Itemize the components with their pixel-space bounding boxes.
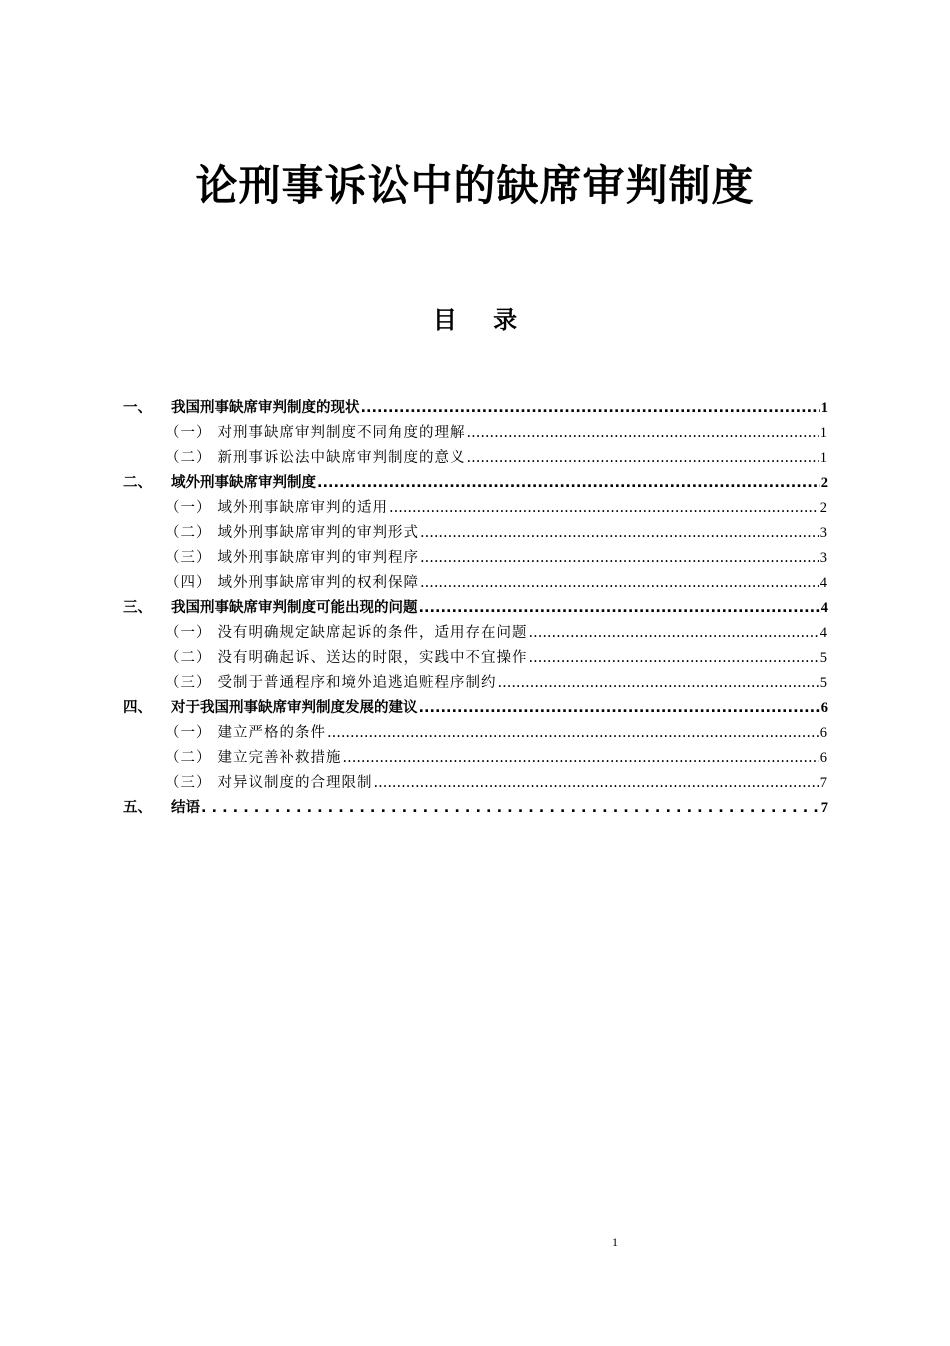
- toc-entry-number: 三、: [123, 600, 152, 616]
- toc-entry-chapter[interactable]: [123, 596, 828, 621]
- toc-heading: 目 录: [432, 306, 532, 334]
- toc-dot-leader: [419, 596, 820, 621]
- table-of-contents: [123, 396, 828, 821]
- toc-entry-section[interactable]: [123, 521, 828, 546]
- toc-entry-label: 建立完善补救措施: [217, 750, 342, 766]
- toc-entry-section[interactable]: [123, 571, 828, 596]
- toc-entry-section[interactable]: [123, 421, 828, 446]
- toc-entry-section[interactable]: [123, 671, 828, 696]
- toc-entry-chapter[interactable]: [123, 471, 828, 496]
- toc-dot-leader: [420, 546, 819, 571]
- toc-entry-page-number: 2: [819, 500, 828, 516]
- toc-entry-label: 域外刑事缺席审判的审判程序: [217, 550, 419, 566]
- toc-entry-number: 四、: [123, 700, 152, 716]
- toc-entry-label: 对刑事缺席审判制度不同角度的理解: [217, 425, 466, 441]
- toc-entry-page-number: 3: [819, 525, 828, 541]
- toc-entry-page-number: 4: [819, 575, 828, 591]
- toc-entry-label: 域外刑事缺席审判的审判形式: [217, 525, 419, 541]
- toc-entry-number: （二）: [165, 650, 212, 666]
- toc-entry-page-number: 1: [820, 400, 828, 416]
- toc-entry-number: （一）: [165, 500, 212, 516]
- toc-entry-number: （二）: [165, 750, 212, 766]
- toc-entry-label: 对于我国刑事缺席审判制度发展的建议: [171, 700, 418, 716]
- toc-entry-section[interactable]: [123, 771, 828, 796]
- toc-entry-label: 对异议制度的合理限制: [217, 775, 373, 791]
- toc-entry-section[interactable]: [123, 721, 828, 746]
- toc-entry-label: 没有明确规定缺席起诉的条件，适用存在问题: [217, 625, 528, 641]
- toc-entry-label: 我国刑事缺席审判制度的现状: [171, 400, 360, 416]
- toc-dot-leader: [419, 696, 820, 721]
- toc-dot-leader: [361, 396, 820, 421]
- toc-entry-number: （一）: [165, 625, 212, 641]
- toc-entry-page-number: 2: [820, 475, 828, 491]
- toc-entry-label: 新刑事诉讼法中缺席审判制度的意义: [217, 450, 466, 466]
- toc-entry-number: （一）: [165, 725, 212, 741]
- toc-dot-leader: [317, 471, 820, 496]
- toc-entry-label: 受制于普通程序和境外追逃追赃程序制约: [217, 675, 497, 691]
- toc-entry-page-number: 1: [819, 450, 828, 466]
- toc-entry-number: （一）: [165, 425, 212, 441]
- toc-entry-page-number: 4: [820, 600, 828, 616]
- toc-dot-leader: [201, 796, 820, 821]
- toc-dot-leader: [374, 771, 819, 796]
- toc-entry-number: （三）: [165, 775, 212, 791]
- document-title: 论刑事诉讼中的缺席审判制度: [195, 161, 755, 210]
- footer-page-number: 1: [612, 1235, 618, 1249]
- toc-entry-page-number: 6: [819, 750, 828, 766]
- toc-entry-page-number: 5: [819, 675, 828, 691]
- toc-dot-leader: [467, 421, 819, 446]
- toc-entry-number: （二）: [165, 450, 212, 466]
- toc-entry-label: 没有明确起诉、送达的时限，实践中不宜操作: [217, 650, 528, 666]
- toc-entry-number: 一、: [123, 400, 152, 416]
- toc-entry-section[interactable]: [123, 646, 828, 671]
- toc-entry-chapter[interactable]: [123, 796, 828, 821]
- toc-dot-leader: [389, 496, 819, 521]
- toc-dot-leader: [420, 571, 819, 596]
- toc-entry-page-number: 4: [819, 625, 828, 641]
- toc-entry-number: 二、: [123, 475, 152, 491]
- toc-entry-page-number: 7: [820, 800, 828, 816]
- toc-entry-page-number: 6: [819, 725, 828, 741]
- toc-entry-chapter[interactable]: [123, 696, 828, 721]
- toc-entry-page-number: 5: [819, 650, 828, 666]
- toc-entry-number: （三）: [165, 675, 212, 691]
- toc-entry-page-number: 7: [819, 775, 828, 791]
- toc-dot-leader: [343, 746, 819, 771]
- toc-entry-number: 五、: [123, 800, 152, 816]
- toc-entry-section[interactable]: [123, 446, 828, 471]
- toc-entry-label: 结语: [171, 800, 200, 816]
- toc-entry-label: 我国刑事缺席审判制度可能出现的问题: [171, 600, 418, 616]
- toc-entry-label: 域外刑事缺席审判的适用: [217, 500, 388, 516]
- toc-entry-number: （四）: [165, 575, 212, 591]
- toc-entry-number: （二）: [165, 525, 212, 541]
- toc-entry-chapter[interactable]: [123, 396, 828, 421]
- toc-dot-leader: [529, 646, 819, 671]
- toc-dot-leader: [327, 721, 819, 746]
- toc-entry-page-number: 1: [819, 425, 828, 441]
- toc-entry-label: 域外刑事缺席审判制度: [171, 475, 316, 491]
- toc-entry-label: 建立严格的条件: [217, 725, 326, 741]
- toc-entry-page-number: 6: [820, 700, 828, 716]
- toc-entry-section[interactable]: [123, 621, 828, 646]
- toc-dot-leader: [467, 446, 819, 471]
- toc-entry-section[interactable]: [123, 546, 828, 571]
- toc-entry-section[interactable]: [123, 496, 828, 521]
- toc-entry-number: （三）: [165, 550, 212, 566]
- toc-dot-leader: [529, 621, 819, 646]
- toc-entry-label: 域外刑事缺席审判的权利保障: [217, 575, 419, 591]
- toc-entry-page-number: 3: [819, 550, 828, 566]
- toc-dot-leader: [420, 521, 819, 546]
- toc-entry-section[interactable]: [123, 746, 828, 771]
- toc-dot-leader: [498, 671, 819, 696]
